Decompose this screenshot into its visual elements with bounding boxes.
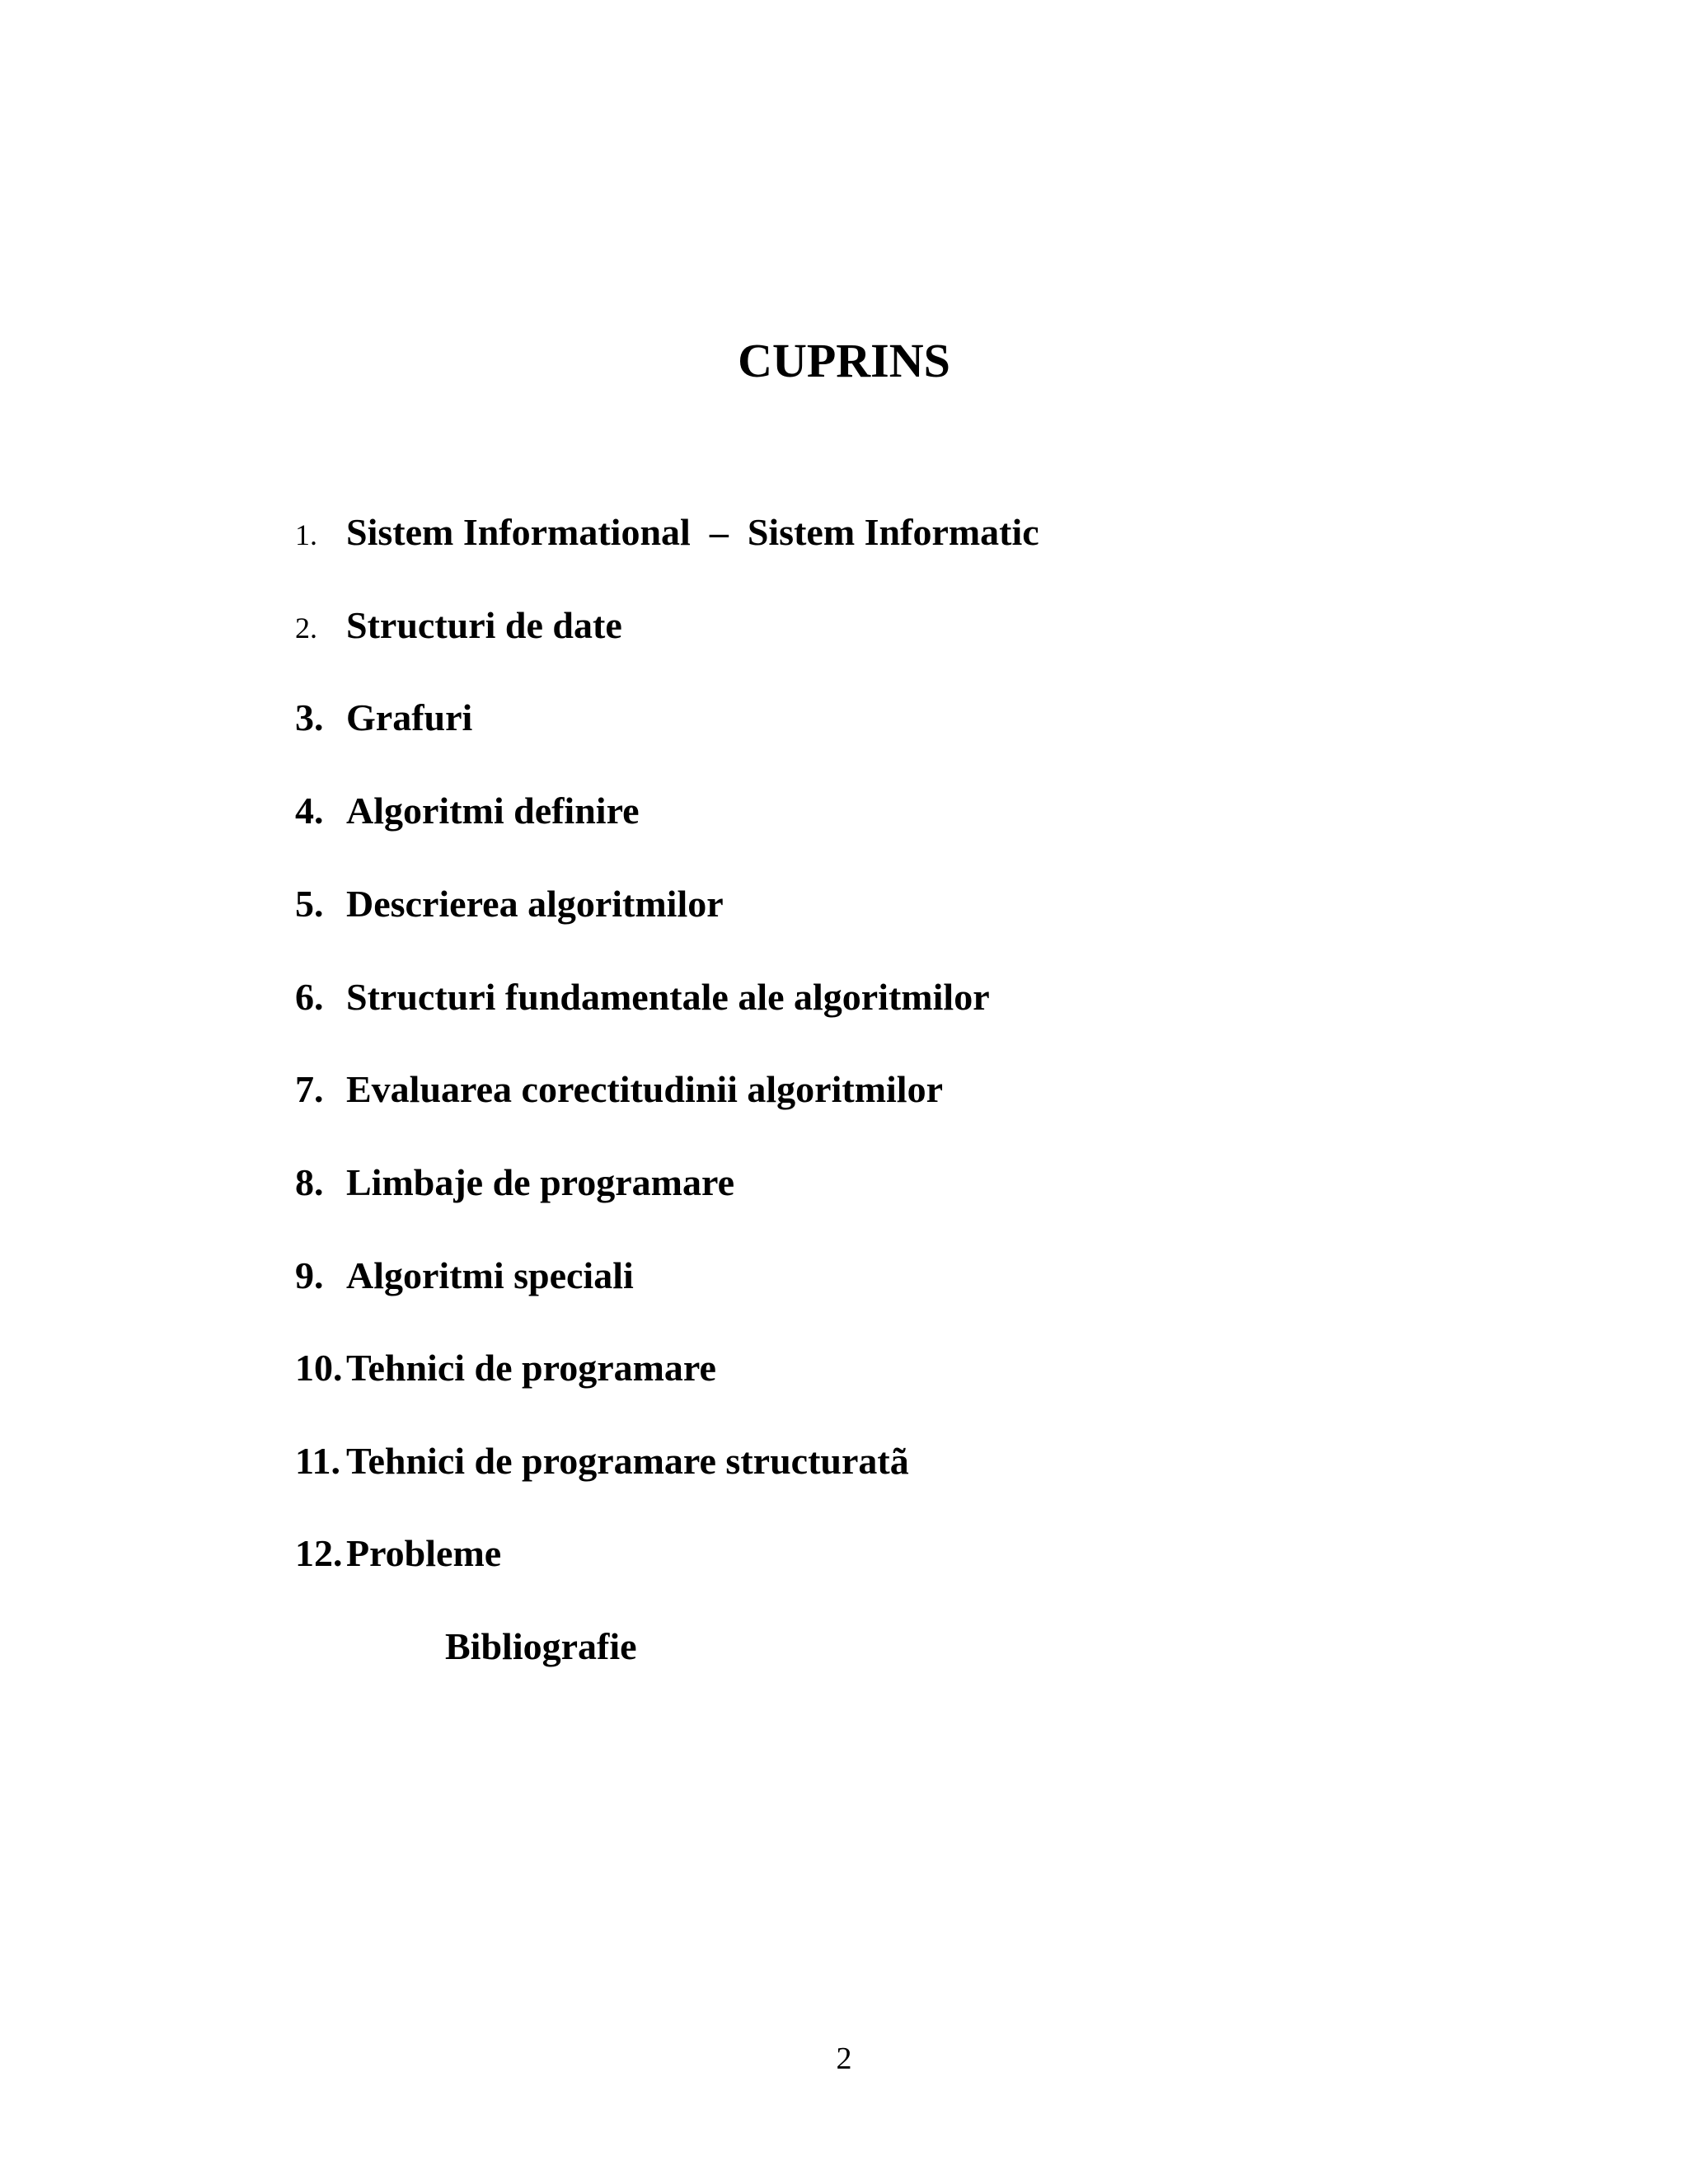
- toc-item-label: Tehnici de programare: [346, 1347, 716, 1389]
- toc-item-number: 5.: [295, 883, 324, 925]
- toc-item-10: [295, 1342, 716, 1394]
- toc-item-label: Structuri fundamentale ale algoritmilor: [346, 976, 990, 1018]
- toc-item-6: [295, 971, 990, 1024]
- toc-item-number: 3.: [295, 696, 324, 738]
- toc-item-label: Algoritmi definire: [346, 790, 640, 832]
- toc-item-1: [295, 506, 1039, 559]
- toc-item-label: Grafuri: [346, 696, 473, 738]
- toc-item-9: [295, 1249, 634, 1302]
- toc-item-label: Bibliografie: [445, 1625, 637, 1667]
- toc-item-11: [295, 1435, 909, 1488]
- toc-item-number: 7.: [295, 1068, 324, 1110]
- toc-item-label: Limbaje de programare: [346, 1161, 735, 1203]
- toc-item-label: Probleme: [346, 1532, 502, 1574]
- page-title: CUPRINS: [738, 334, 950, 387]
- toc-item-4: [295, 785, 640, 837]
- toc-item-8: [295, 1156, 734, 1209]
- toc-item-12: [295, 1527, 501, 1580]
- toc-item-5: [295, 878, 724, 930]
- toc-item-number: 9.: [295, 1254, 324, 1296]
- toc-item-2: [295, 599, 622, 652]
- toc-item-label: Descrierea algoritmilor: [346, 883, 724, 925]
- toc-item-number: 6.: [295, 976, 324, 1018]
- toc-item-label: Structuri de date: [346, 604, 622, 646]
- toc-item-number: 8.: [295, 1161, 324, 1203]
- toc-item-label: Tehnici de programare structuratã: [346, 1440, 909, 1482]
- toc-item-number: 4.: [295, 790, 324, 832]
- toc-item-number: 11.: [295, 1440, 340, 1482]
- toc-item-number: 2.: [295, 612, 317, 644]
- toc-item-label: Algoritmi speciali: [346, 1254, 634, 1296]
- toc-item-number: 12.: [295, 1532, 343, 1574]
- toc-item-number: 10.: [295, 1347, 343, 1389]
- page-number: 2: [836, 2041, 852, 2076]
- toc-item-7: [295, 1063, 943, 1116]
- toc-item-label: Evaluarea corectitudinii algoritmilor: [346, 1068, 943, 1110]
- toc-item-3: [295, 691, 472, 744]
- toc-item-number: 1.: [295, 518, 317, 551]
- toc-item-bibliography: [445, 1620, 637, 1673]
- toc-item-label: Sistem Informational – Sistem Informatic: [346, 511, 1039, 553]
